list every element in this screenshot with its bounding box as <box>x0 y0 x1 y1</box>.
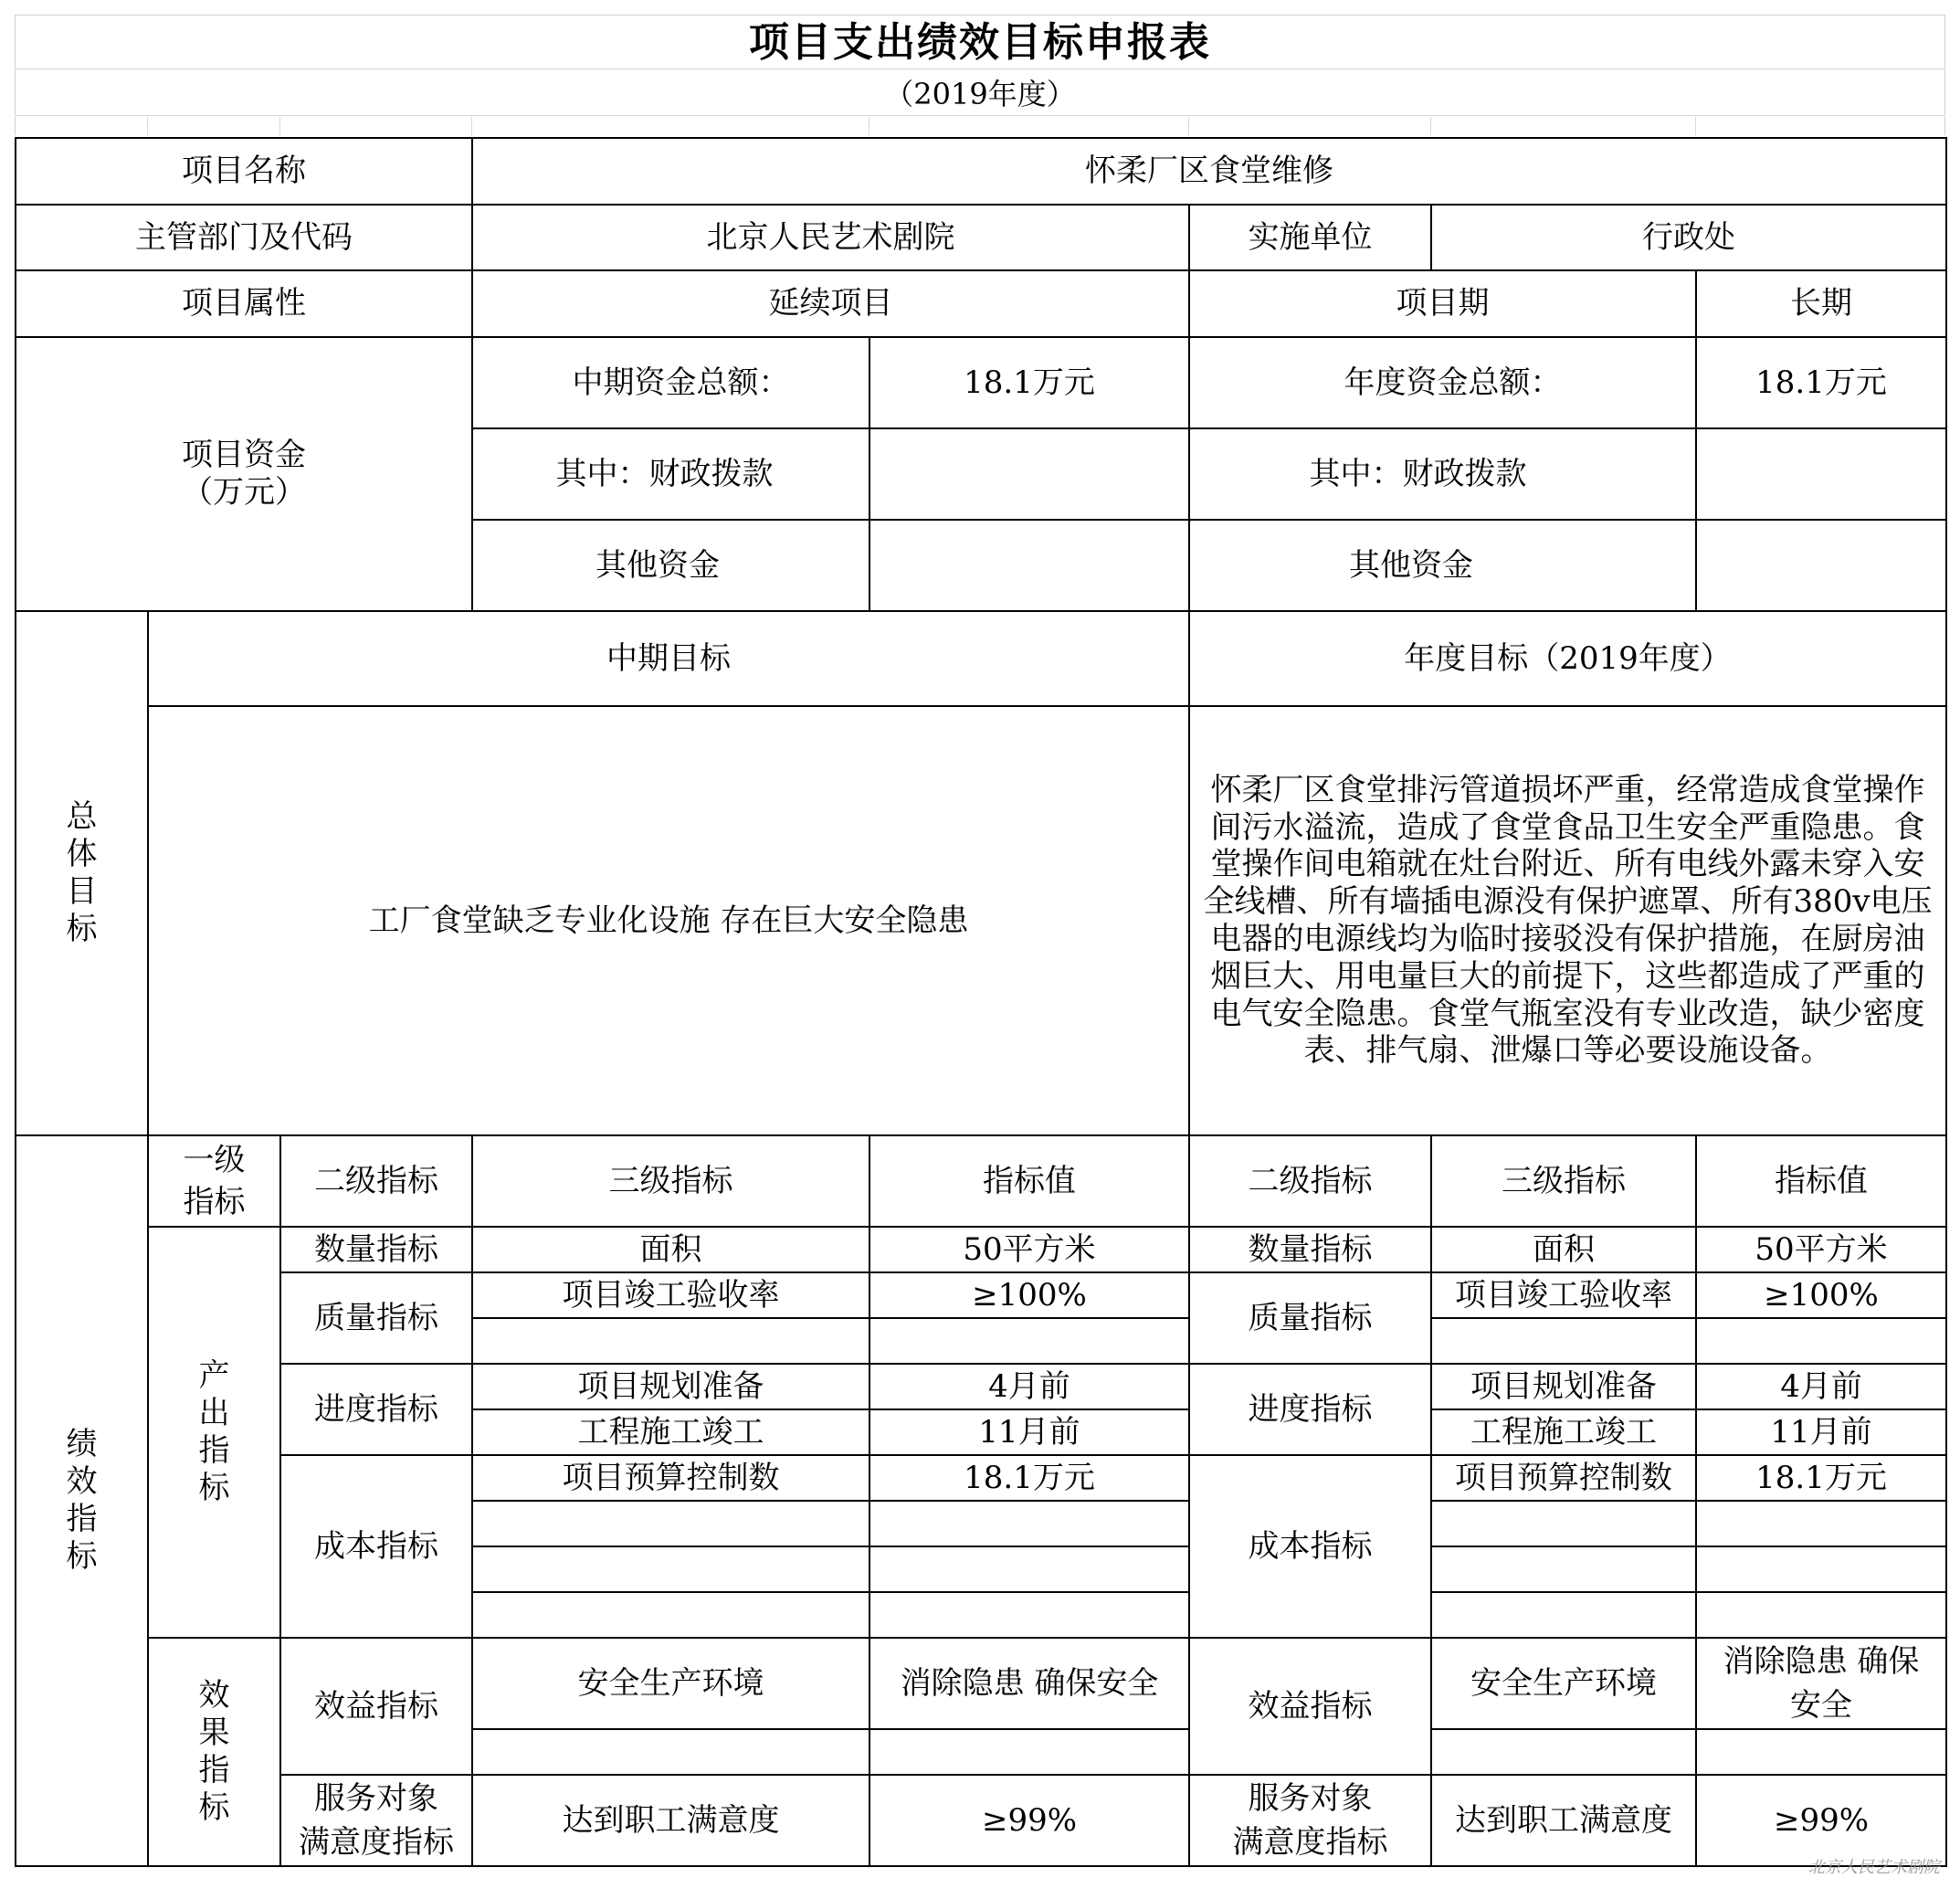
empty-cell <box>1696 1546 1946 1592</box>
annual-goal-text: 怀柔厂区食堂排污管道损坏严重，经常造成食堂操作间污水溢流，造成了食堂食品卫生安全严重隐患。食堂操作间电箱就在灶台附近、所有电线外露未穿入安全线槽、所有墙插电源没有保护遮罩、所有380v电压电器的电源线均为临时接驳没有保护措施，在厨房油烟巨大、用电量巨大的前提下，这些都造成了严重的电气安全隐患。食堂气瓶室没有专业改造，缺少密度表、排气扇、泄爆口等必要设施设备。 <box>1189 706 1946 1135</box>
progress-annual: 进度指标 <box>1189 1364 1431 1455</box>
satisfaction-line-1: 服务对象 <box>314 1780 438 1817</box>
label-mid-fiscal: 其中：财政拨款 <box>472 428 869 520</box>
empty-cell <box>1431 1546 1696 1592</box>
empty-cell <box>1431 1318 1696 1364</box>
satisfaction-mid <box>280 1775 472 1866</box>
attribute-value: 延续项目 <box>472 270 1189 337</box>
empty-cell <box>1696 1318 1946 1364</box>
fiscal-year: （2019年度） <box>15 70 1945 116</box>
benefit-annual: 效益指标 <box>1189 1638 1431 1775</box>
construction-value-mid: 11月前 <box>869 1409 1189 1455</box>
label-annual-fiscal: 其中：财政拨款 <box>1189 428 1696 520</box>
mid-fiscal-value <box>869 428 1189 520</box>
progress-mid: 进度指标 <box>280 1364 472 1455</box>
dept-value: 北京人民艺术剧院 <box>472 205 1189 270</box>
empty-cell <box>869 1592 1189 1638</box>
overall-goal-text: 总体目标 <box>66 798 98 947</box>
label-performance <box>16 1135 148 1866</box>
area-value-annual: 50平方米 <box>1696 1227 1946 1272</box>
mid-other-value <box>869 520 1189 611</box>
header-level3-annual: 三级指标 <box>1431 1135 1696 1227</box>
empty-cell <box>1696 1729 1946 1775</box>
area-mid: 面积 <box>472 1227 869 1272</box>
empty-cell <box>472 1729 869 1775</box>
budget-mid: 项目预算控制数 <box>472 1455 869 1501</box>
label-project-name: 项目名称 <box>16 138 472 205</box>
header-level2-annual: 二级指标 <box>1189 1135 1431 1227</box>
funds-unit: （万元） <box>182 474 306 511</box>
performance-table <box>15 137 1947 1867</box>
mid-goal-header: 中期目标 <box>148 611 1189 706</box>
project-name-value: 怀柔厂区食堂维修 <box>472 138 1946 205</box>
funds-label: 项目资金 <box>182 437 306 474</box>
satisfaction-annual <box>1189 1775 1431 1866</box>
output-text: 产出指标 <box>198 1357 230 1506</box>
empty-cell <box>869 1318 1189 1364</box>
empty-cell <box>1431 1501 1696 1546</box>
cost-annual: 成本指标 <box>1189 1455 1431 1638</box>
empty-cell <box>869 1501 1189 1546</box>
safety-env-annual: 安全生产环境 <box>1431 1638 1696 1729</box>
construction-annual: 工程施工竣工 <box>1431 1409 1696 1455</box>
empty-cell <box>472 1501 869 1546</box>
level1-text: 一级指标 <box>183 1142 246 1220</box>
quantity-annual: 数量指标 <box>1189 1227 1431 1272</box>
satisfaction-line-2: 满意度指标 <box>299 1824 454 1861</box>
label-attribute: 项目属性 <box>16 270 472 337</box>
label-funds <box>16 337 472 611</box>
header-value-annual: 指标值 <box>1696 1135 1946 1227</box>
label-overall-goal <box>16 611 148 1135</box>
label-period: 项目期 <box>1189 270 1696 337</box>
mid-goal-text: 工厂食堂缺乏专业化设施 存在巨大安全隐患 <box>148 706 1189 1135</box>
satisfaction-line-2: 满意度指标 <box>1232 1824 1388 1861</box>
planning-mid: 项目规划准备 <box>472 1364 869 1409</box>
safety-env-mid: 安全生产环境 <box>472 1638 869 1729</box>
acceptance-annual: 项目竣工验收率 <box>1431 1272 1696 1318</box>
label-dept-code: 主管部门及代码 <box>16 205 472 270</box>
empty-cell <box>472 1592 869 1638</box>
acceptance-value-annual: ≥100% <box>1696 1272 1946 1318</box>
empty-cell <box>472 1546 869 1592</box>
planning-value-annual: 4月前 <box>1696 1364 1946 1409</box>
construction-value-annual: 11月前 <box>1696 1409 1946 1455</box>
satisfaction-item-mid: 达到职工满意度 <box>472 1775 869 1866</box>
benefit-mid: 效益指标 <box>280 1638 472 1775</box>
budget-annual: 项目预算控制数 <box>1431 1455 1696 1501</box>
label-mid-total: 中期资金总额： <box>472 337 869 428</box>
satisfaction-value-mid: ≥99% <box>869 1775 1189 1866</box>
page-title: 项目支出绩效目标申报表 <box>15 15 1945 69</box>
empty-cell <box>869 1729 1189 1775</box>
label-annual-total: 年度资金总额： <box>1189 337 1696 428</box>
performance-text: 绩效指标 <box>66 1426 98 1575</box>
area-annual: 面积 <box>1431 1227 1696 1272</box>
annual-fiscal-value <box>1696 428 1946 520</box>
planning-annual: 项目规划准备 <box>1431 1364 1696 1409</box>
period-value: 长期 <box>1696 270 1946 337</box>
header-value-mid: 指标值 <box>869 1135 1189 1227</box>
satisfaction-item-annual: 达到职工满意度 <box>1431 1775 1696 1866</box>
quality-mid: 质量指标 <box>280 1272 472 1364</box>
label-effect <box>148 1638 280 1866</box>
acceptance-mid: 项目竣工验收率 <box>472 1272 869 1318</box>
budget-value-mid: 18.1万元 <box>869 1455 1189 1501</box>
quantity-mid: 数量指标 <box>280 1227 472 1272</box>
safety-value-text: 消除隐患 确保安全 <box>1723 1643 1920 1724</box>
empty-cell <box>472 1318 869 1364</box>
empty-cell <box>1431 1729 1696 1775</box>
satisfaction-value-annual: ≥99% <box>1696 1775 1946 1866</box>
label-annual-other: 其他资金 <box>1189 520 1696 611</box>
construction-mid: 工程施工竣工 <box>472 1409 869 1455</box>
impl-unit-value: 行政处 <box>1431 205 1946 270</box>
annual-other-value <box>1696 520 1946 611</box>
annual-total-value: 18.1万元 <box>1696 337 1946 428</box>
mid-total-value: 18.1万元 <box>869 337 1189 428</box>
watermark: 北京人民艺术剧院 <box>1808 1858 1940 1877</box>
empty-cell <box>1431 1592 1696 1638</box>
acceptance-value-mid: ≥100% <box>869 1272 1189 1318</box>
empty-cell <box>869 1546 1189 1592</box>
safety-value-mid: 消除隐患 确保安全 <box>869 1638 1189 1729</box>
satisfaction-line-1: 服务对象 <box>1248 1780 1373 1817</box>
label-mid-other: 其他资金 <box>472 520 869 611</box>
area-value-mid: 50平方米 <box>869 1227 1189 1272</box>
effect-text: 效果指标 <box>198 1677 230 1826</box>
label-output <box>148 1227 280 1638</box>
header-level1 <box>148 1135 280 1227</box>
cost-mid: 成本指标 <box>280 1455 472 1638</box>
label-impl-unit: 实施单位 <box>1189 205 1431 270</box>
empty-cell <box>1696 1592 1946 1638</box>
safety-value-annual <box>1696 1638 1946 1729</box>
header-level2-mid: 二级指标 <box>280 1135 472 1227</box>
annual-goal-header: 年度目标（2019年度） <box>1189 611 1946 706</box>
empty-cell <box>1696 1501 1946 1546</box>
spacer-row <box>15 117 1945 135</box>
planning-value-mid: 4月前 <box>869 1364 1189 1409</box>
quality-annual: 质量指标 <box>1189 1272 1431 1364</box>
budget-value-annual: 18.1万元 <box>1696 1455 1946 1501</box>
header-level3-mid: 三级指标 <box>472 1135 869 1227</box>
